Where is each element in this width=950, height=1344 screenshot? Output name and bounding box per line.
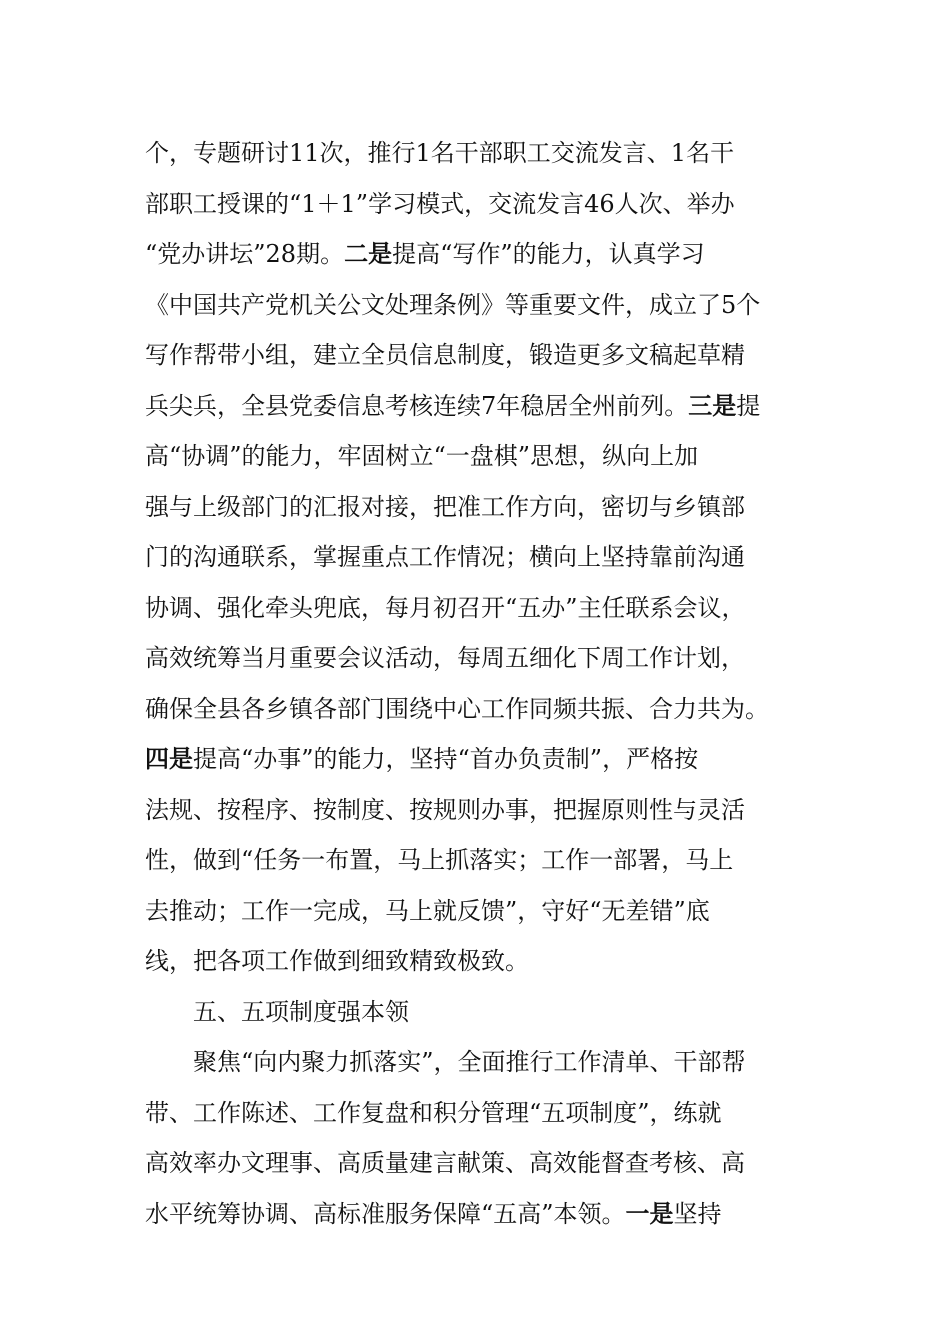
text-line: 《中国共产党机关公文处理条例》等重要文件，成立了5个 xyxy=(145,290,761,319)
item-marker-3: 三是 xyxy=(688,391,737,420)
text-line: 高效率办文理事、高质量建言献策、高效能督查考核、高 xyxy=(145,1149,745,1177)
section-heading: 五、五项制度强本领 xyxy=(193,997,409,1026)
text-line: 写作帮带小组，建立全员信息制度，锻造更多文稿起草精 xyxy=(145,341,745,369)
text-line: 高效统筹当月重要会议活动，每周五细化下周工作计划， xyxy=(145,644,745,672)
text-run: 提高“办事”的能力，坚持“首办负责制”，严格按 xyxy=(193,745,699,773)
text-run: 水平统筹协调、高标准服务保障“五高”本领。 xyxy=(145,1199,626,1228)
text-line: 强与上级部门的汇报对接，把准工作方向，密切与乡镇部 xyxy=(145,492,745,521)
document-body xyxy=(145,128,810,1239)
text-line: 聚焦“向内聚力抓落实”，全面推行工作清单、干部帮 xyxy=(193,1048,746,1076)
text-line: 法规、按程序、按制度、按规则办事，把握原则性与灵活 xyxy=(145,795,745,824)
text-line: 个，专题研讨11次，推行1名干部职工交流发言、1名干 xyxy=(145,139,735,167)
text-run: “党办讲坛”28期。 xyxy=(145,240,345,268)
text-line: 去推动；工作一完成，马上就反馈”，守好“无差错”底 xyxy=(145,896,710,925)
text-line xyxy=(145,381,810,432)
text-line: 门的沟通联系，掌握重点工作情况；横向上坚持靠前沟通 xyxy=(145,543,745,571)
text-run: 兵尖兵，全县党委信息考核连续7年稳居全州前列。 xyxy=(145,391,689,420)
text-line: 线，把各项工作做到细致精致极致。 xyxy=(145,947,529,975)
text-line: 协调、强化牵头兜底，每月初召开“五办”主任联系会议， xyxy=(145,593,746,622)
item-marker-2: 二是 xyxy=(344,240,393,268)
text-line xyxy=(145,229,810,280)
text-line xyxy=(145,1189,810,1240)
text-run: 提高“写作”的能力，认真学习 xyxy=(392,240,705,268)
text-line: 高“协调”的能力，牢固树立“一盘棋”思想，纵向上加 xyxy=(145,442,699,470)
text-line xyxy=(145,734,810,785)
item-marker-1: 一是 xyxy=(625,1199,674,1228)
text-run: 提 xyxy=(736,391,761,420)
text-line: 部职工授课的“1＋1”学习模式，交流发言46人次、举办 xyxy=(145,189,735,218)
text-line: 确保全县各乡镇各部门围绕中心工作同频共振、合力共为。 xyxy=(145,694,769,723)
text-run: 坚持 xyxy=(673,1199,722,1228)
item-marker-4: 四是 xyxy=(145,745,193,773)
text-line: 带、工作陈述、工作复盘和积分管理“五项制度”，练就 xyxy=(145,1098,722,1127)
text-line: 性，做到“任务一布置，马上抓落实；工作一部署，马上 xyxy=(145,846,734,874)
